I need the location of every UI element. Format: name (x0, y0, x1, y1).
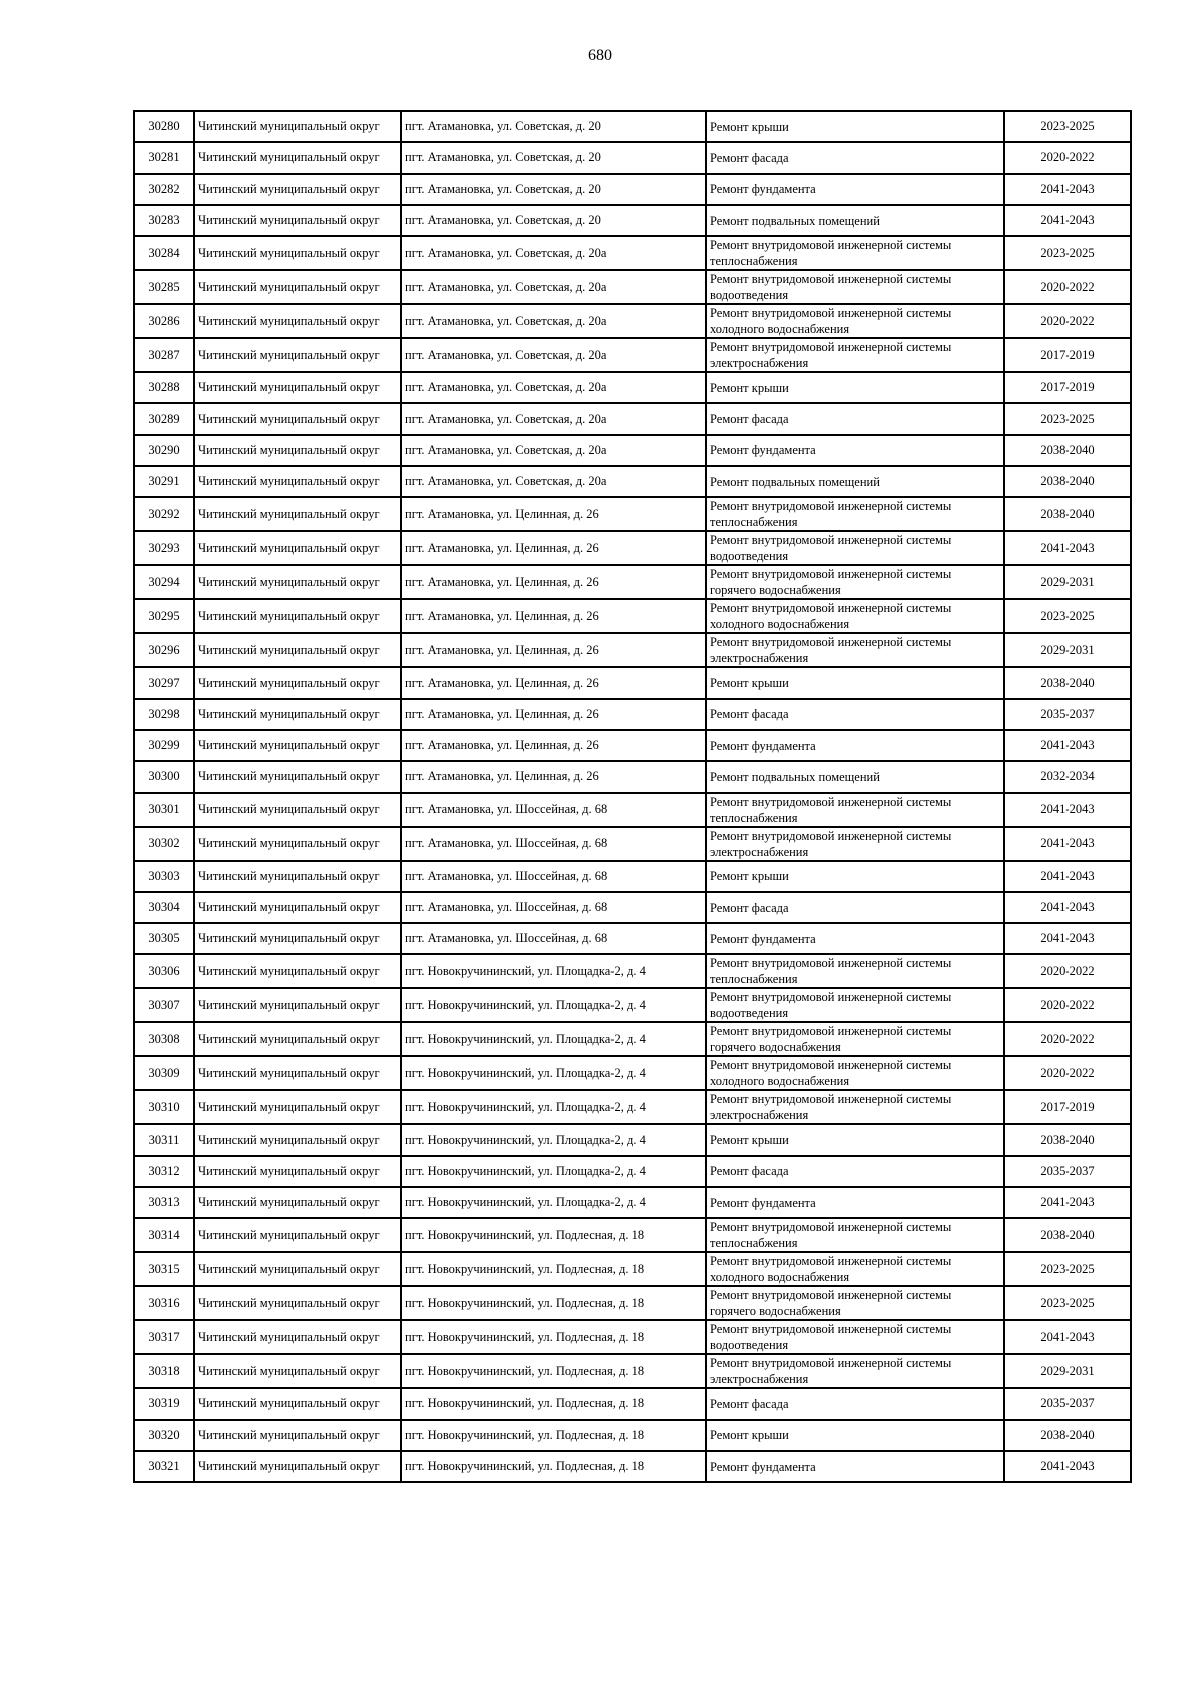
district-name-cell: Читинский муниципальный округ (194, 730, 401, 761)
address-cell: пгт. Атамановка, ул. Целинная, д. 26 (401, 531, 706, 565)
row-number-cell: 30280 (134, 111, 194, 142)
address-cell: пгт. Атамановка, ул. Целинная, д. 26 (401, 761, 706, 792)
row-number-cell: 30304 (134, 892, 194, 923)
address-cell: пгт. Атамановка, ул. Советская, д. 20 (401, 205, 706, 236)
period-cell: 2038-2040 (1004, 1218, 1131, 1252)
table-row (134, 497, 1131, 531)
row-number-cell: 30284 (134, 236, 194, 270)
table-row (134, 599, 1131, 633)
district-name-cell: Читинский муниципальный округ (194, 1022, 401, 1056)
period-cell: 2038-2040 (1004, 497, 1131, 531)
district-name-cell: Читинский муниципальный округ (194, 599, 401, 633)
table-row (134, 142, 1131, 173)
page-number: 680 (588, 47, 612, 64)
work-type-cell: Ремонт подвальных помещений (706, 466, 1004, 497)
district-name-cell: Читинский муниципальный округ (194, 1187, 401, 1218)
table-row (134, 1124, 1131, 1155)
district-name-cell: Читинский муниципальный округ (194, 304, 401, 338)
table-row (134, 954, 1131, 988)
table-row (134, 338, 1131, 372)
period-cell: 2041-2043 (1004, 730, 1131, 761)
work-type-cell: Ремонт фундамента (706, 1451, 1004, 1482)
row-number-cell: 30305 (134, 923, 194, 954)
table-row (134, 111, 1131, 142)
address-cell: пгт. Новокручининский, ул. Подлесная, д. 18 (401, 1320, 706, 1354)
work-type-cell: Ремонт подвальных помещений (706, 205, 1004, 236)
row-number-cell: 30286 (134, 304, 194, 338)
address-cell: пгт. Атамановка, ул. Советская, д. 20а (401, 270, 706, 304)
table-row (134, 1354, 1131, 1388)
address-cell: пгт. Атамановка, ул. Шоссейная, д. 68 (401, 923, 706, 954)
period-cell: 2020-2022 (1004, 988, 1131, 1022)
period-cell: 2035-2037 (1004, 1156, 1131, 1187)
address-cell: пгт. Атамановка, ул. Советская, д. 20а (401, 466, 706, 497)
district-name-cell: Читинский муниципальный округ (194, 435, 401, 466)
row-number-cell: 30316 (134, 1286, 194, 1320)
work-type-cell: Ремонт фундамента (706, 174, 1004, 205)
row-number-cell: 30297 (134, 667, 194, 698)
row-number-cell: 30307 (134, 988, 194, 1022)
work-type-cell: Ремонт фасада (706, 1156, 1004, 1187)
district-name-cell: Читинский муниципальный округ (194, 633, 401, 667)
period-cell: 2035-2037 (1004, 1388, 1131, 1419)
address-cell: пгт. Атамановка, ул. Шоссейная, д. 68 (401, 827, 706, 861)
work-type-cell: Ремонт фундамента (706, 730, 1004, 761)
district-name-cell: Читинский муниципальный округ (194, 111, 401, 142)
period-cell: 2041-2043 (1004, 1451, 1131, 1482)
district-name-cell: Читинский муниципальный округ (194, 531, 401, 565)
work-type-cell: Ремонт фасада (706, 1388, 1004, 1419)
table-row (134, 1286, 1131, 1320)
district-name-cell: Читинский муниципальный округ (194, 954, 401, 988)
work-type-cell: Ремонт внутридомовой инженерной системы водоотведения (706, 1320, 1004, 1354)
period-cell: 2041-2043 (1004, 861, 1131, 892)
district-name-cell: Читинский муниципальный округ (194, 205, 401, 236)
row-number-cell: 30306 (134, 954, 194, 988)
row-number-cell: 30290 (134, 435, 194, 466)
address-cell: пгт. Атамановка, ул. Советская, д. 20а (401, 403, 706, 434)
period-cell: 2041-2043 (1004, 1320, 1131, 1354)
address-cell: пгт. Новокручининский, ул. Площадка-2, д. 4 (401, 1090, 706, 1124)
address-cell: пгт. Атамановка, ул. Целинная, д. 26 (401, 699, 706, 730)
table-row (134, 793, 1131, 827)
period-cell: 2041-2043 (1004, 1187, 1131, 1218)
row-number-cell: 30318 (134, 1354, 194, 1388)
address-cell: пгт. Атамановка, ул. Целинная, д. 26 (401, 667, 706, 698)
row-number-cell: 30302 (134, 827, 194, 861)
district-name-cell: Читинский муниципальный округ (194, 1420, 401, 1451)
work-type-cell: Ремонт фасада (706, 699, 1004, 730)
work-type-cell: Ремонт крыши (706, 111, 1004, 142)
address-cell: пгт. Атамановка, ул. Советская, д. 20а (401, 372, 706, 403)
work-type-cell: Ремонт внутридомовой инженерной системы холодного водоснабжения (706, 1252, 1004, 1286)
address-cell: пгт. Новокручининский, ул. Площадка-2, д. 4 (401, 1056, 706, 1090)
registry-table (133, 110, 1132, 1483)
table-row (134, 667, 1131, 698)
row-number-cell: 30313 (134, 1187, 194, 1218)
work-type-cell: Ремонт внутридомовой инженерной системы холодного водоснабжения (706, 1056, 1004, 1090)
work-type-cell: Ремонт внутридомовой инженерной системы теплоснабжения (706, 793, 1004, 827)
row-number-cell: 30283 (134, 205, 194, 236)
row-number-cell: 30287 (134, 338, 194, 372)
address-cell: пгт. Атамановка, ул. Советская, д. 20 (401, 111, 706, 142)
work-type-cell: Ремонт внутридомовой инженерной системы холодного водоснабжения (706, 599, 1004, 633)
table-row (134, 1156, 1131, 1187)
district-name-cell: Читинский муниципальный округ (194, 1320, 401, 1354)
row-number-cell: 30300 (134, 761, 194, 792)
row-number-cell: 30285 (134, 270, 194, 304)
row-number-cell: 30320 (134, 1420, 194, 1451)
period-cell: 2041-2043 (1004, 793, 1131, 827)
work-type-cell: Ремонт внутридомовой инженерной системы водоотведения (706, 531, 1004, 565)
period-cell: 2017-2019 (1004, 1090, 1131, 1124)
row-number-cell: 30319 (134, 1388, 194, 1419)
district-name-cell: Читинский муниципальный округ (194, 1388, 401, 1419)
table-row (134, 892, 1131, 923)
period-cell: 2038-2040 (1004, 1124, 1131, 1155)
work-type-cell: Ремонт внутридомовой инженерной системы электроснабжения (706, 633, 1004, 667)
table-row (134, 827, 1131, 861)
district-name-cell: Читинский муниципальный округ (194, 1451, 401, 1482)
period-cell: 2041-2043 (1004, 531, 1131, 565)
address-cell: пгт. Атамановка, ул. Советская, д. 20а (401, 236, 706, 270)
table-row (134, 270, 1131, 304)
period-cell: 2041-2043 (1004, 174, 1131, 205)
period-cell: 2020-2022 (1004, 304, 1131, 338)
work-type-cell: Ремонт фундамента (706, 923, 1004, 954)
address-cell: пгт. Новокручининский, ул. Подлесная, д. 18 (401, 1252, 706, 1286)
work-type-cell: Ремонт внутридомовой инженерной системы горячего водоснабжения (706, 1022, 1004, 1056)
table-row (134, 633, 1131, 667)
table-row (134, 304, 1131, 338)
period-cell: 2020-2022 (1004, 954, 1131, 988)
address-cell: пгт. Атамановка, ул. Целинная, д. 26 (401, 565, 706, 599)
address-cell: пгт. Атамановка, ул. Целинная, д. 26 (401, 497, 706, 531)
address-cell: пгт. Новокручининский, ул. Подлесная, д. 18 (401, 1388, 706, 1419)
row-number-cell: 30294 (134, 565, 194, 599)
row-number-cell: 30288 (134, 372, 194, 403)
address-cell: пгт. Новокручининский, ул. Площадка-2, д. 4 (401, 1022, 706, 1056)
table-row (134, 531, 1131, 565)
address-cell: пгт. Атамановка, ул. Советская, д. 20 (401, 142, 706, 173)
district-name-cell: Читинский муниципальный округ (194, 1286, 401, 1320)
row-number-cell: 30303 (134, 861, 194, 892)
address-cell: пгт. Новокручининский, ул. Подлесная, д. 18 (401, 1354, 706, 1388)
district-name-cell: Читинский муниципальный округ (194, 667, 401, 698)
work-type-cell: Ремонт внутридомовой инженерной системы теплоснабжения (706, 1218, 1004, 1252)
district-name-cell: Читинский муниципальный округ (194, 466, 401, 497)
district-name-cell: Читинский муниципальный округ (194, 827, 401, 861)
table-row (134, 1056, 1131, 1090)
period-cell: 2029-2031 (1004, 1354, 1131, 1388)
work-type-cell: Ремонт фасада (706, 142, 1004, 173)
period-cell: 2017-2019 (1004, 338, 1131, 372)
work-type-cell: Ремонт внутридомовой инженерной системы электроснабжения (706, 338, 1004, 372)
table-row (134, 372, 1131, 403)
table-row (134, 1420, 1131, 1451)
district-name-cell: Читинский муниципальный округ (194, 861, 401, 892)
district-name-cell: Читинский муниципальный округ (194, 699, 401, 730)
district-name-cell: Читинский муниципальный округ (194, 1056, 401, 1090)
table-row (134, 699, 1131, 730)
period-cell: 2029-2031 (1004, 633, 1131, 667)
address-cell: пгт. Атамановка, ул. Советская, д. 20 (401, 174, 706, 205)
period-cell: 2041-2043 (1004, 205, 1131, 236)
period-cell: 2038-2040 (1004, 435, 1131, 466)
row-number-cell: 30311 (134, 1124, 194, 1155)
address-cell: пгт. Новокручининский, ул. Площадка-2, д. 4 (401, 1187, 706, 1218)
district-name-cell: Читинский муниципальный округ (194, 236, 401, 270)
row-number-cell: 30314 (134, 1218, 194, 1252)
period-cell: 2020-2022 (1004, 1056, 1131, 1090)
district-name-cell: Читинский муниципальный округ (194, 174, 401, 205)
period-cell: 2038-2040 (1004, 1420, 1131, 1451)
work-type-cell: Ремонт внутридомовой инженерной системы электроснабжения (706, 1090, 1004, 1124)
district-name-cell: Читинский муниципальный округ (194, 497, 401, 531)
period-cell: 2023-2025 (1004, 111, 1131, 142)
district-name-cell: Читинский муниципальный округ (194, 892, 401, 923)
table-row (134, 923, 1131, 954)
work-type-cell: Ремонт внутридомовой инженерной системы теплоснабжения (706, 954, 1004, 988)
work-type-cell: Ремонт крыши (706, 372, 1004, 403)
table-row (134, 730, 1131, 761)
row-number-cell: 30312 (134, 1156, 194, 1187)
period-cell: 2020-2022 (1004, 1022, 1131, 1056)
row-number-cell: 30289 (134, 403, 194, 434)
period-cell: 2038-2040 (1004, 667, 1131, 698)
work-type-cell: Ремонт внутридомовой инженерной системы водоотведения (706, 270, 1004, 304)
row-number-cell: 30321 (134, 1451, 194, 1482)
table-row (134, 1218, 1131, 1252)
period-cell: 2023-2025 (1004, 1252, 1131, 1286)
address-cell: пгт. Новокручининский, ул. Подлесная, д. 18 (401, 1218, 706, 1252)
work-type-cell: Ремонт крыши (706, 861, 1004, 892)
registry-table-body (134, 111, 1131, 1482)
table-row (134, 205, 1131, 236)
address-cell: пгт. Атамановка, ул. Шоссейная, д. 68 (401, 861, 706, 892)
district-name-cell: Читинский муниципальный округ (194, 1252, 401, 1286)
period-cell: 2020-2022 (1004, 142, 1131, 173)
work-type-cell: Ремонт фасада (706, 403, 1004, 434)
district-name-cell: Читинский муниципальный округ (194, 338, 401, 372)
period-cell: 2041-2043 (1004, 923, 1131, 954)
work-type-cell: Ремонт внутридомовой инженерной системы теплоснабжения (706, 236, 1004, 270)
table-row (134, 1388, 1131, 1419)
district-name-cell: Читинский муниципальный округ (194, 923, 401, 954)
address-cell: пгт. Атамановка, ул. Советская, д. 20а (401, 338, 706, 372)
district-name-cell: Читинский муниципальный округ (194, 988, 401, 1022)
address-cell: пгт. Атамановка, ул. Целинная, д. 26 (401, 633, 706, 667)
row-number-cell: 30295 (134, 599, 194, 633)
address-cell: пгт. Атамановка, ул. Советская, д. 20а (401, 304, 706, 338)
row-number-cell: 30281 (134, 142, 194, 173)
district-name-cell: Читинский муниципальный округ (194, 793, 401, 827)
row-number-cell: 30317 (134, 1320, 194, 1354)
address-cell: пгт. Атамановка, ул. Советская, д. 20а (401, 435, 706, 466)
work-type-cell: Ремонт внутридомовой инженерной системы холодного водоснабжения (706, 304, 1004, 338)
address-cell: пгт. Новокручининский, ул. Подлесная, д. 18 (401, 1451, 706, 1482)
address-cell: пгт. Новокручининский, ул. Подлесная, д. 18 (401, 1420, 706, 1451)
work-type-cell: Ремонт крыши (706, 1420, 1004, 1451)
row-number-cell: 30298 (134, 699, 194, 730)
work-type-cell: Ремонт внутридомовой инженерной системы электроснабжения (706, 1354, 1004, 1388)
period-cell: 2041-2043 (1004, 827, 1131, 861)
table-row (134, 1090, 1131, 1124)
address-cell: пгт. Новокручининский, ул. Площадка-2, д. 4 (401, 954, 706, 988)
table-row (134, 1187, 1131, 1218)
address-cell: пгт. Новокручининский, ул. Подлесная, д. 18 (401, 1286, 706, 1320)
period-cell: 2023-2025 (1004, 236, 1131, 270)
row-number-cell: 30315 (134, 1252, 194, 1286)
district-name-cell: Читинский муниципальный округ (194, 270, 401, 304)
row-number-cell: 30308 (134, 1022, 194, 1056)
table-row (134, 466, 1131, 497)
district-name-cell: Читинский муниципальный округ (194, 403, 401, 434)
address-cell: пгт. Атамановка, ул. Целинная, д. 26 (401, 599, 706, 633)
period-cell: 2020-2022 (1004, 270, 1131, 304)
row-number-cell: 30301 (134, 793, 194, 827)
work-type-cell: Ремонт внутридомовой инженерной системы теплоснабжения (706, 497, 1004, 531)
work-type-cell: Ремонт крыши (706, 1124, 1004, 1155)
address-cell: пгт. Новокручининский, ул. Площадка-2, д. 4 (401, 988, 706, 1022)
period-cell: 2029-2031 (1004, 565, 1131, 599)
work-type-cell: Ремонт подвальных помещений (706, 761, 1004, 792)
row-number-cell: 30310 (134, 1090, 194, 1124)
table-row (134, 861, 1131, 892)
row-number-cell: 30292 (134, 497, 194, 531)
district-name-cell: Читинский муниципальный округ (194, 1156, 401, 1187)
period-cell: 2041-2043 (1004, 892, 1131, 923)
district-name-cell: Читинский муниципальный округ (194, 142, 401, 173)
table-row (134, 236, 1131, 270)
work-type-cell: Ремонт внутридомовой инженерной системы горячего водоснабжения (706, 1286, 1004, 1320)
district-name-cell: Читинский муниципальный округ (194, 372, 401, 403)
district-name-cell: Читинский муниципальный округ (194, 1124, 401, 1155)
address-cell: пгт. Атамановка, ул. Целинная, д. 26 (401, 730, 706, 761)
address-cell: пгт. Атамановка, ул. Шоссейная, д. 68 (401, 793, 706, 827)
table-row (134, 1022, 1131, 1056)
table-row (134, 174, 1131, 205)
work-type-cell: Ремонт крыши (706, 667, 1004, 698)
table-row (134, 1252, 1131, 1286)
table-row (134, 761, 1131, 792)
district-name-cell: Читинский муниципальный округ (194, 1090, 401, 1124)
work-type-cell: Ремонт внутридомовой инженерной системы горячего водоснабжения (706, 565, 1004, 599)
work-type-cell: Ремонт фундамента (706, 1187, 1004, 1218)
row-number-cell: 30293 (134, 531, 194, 565)
district-name-cell: Читинский муниципальный округ (194, 1354, 401, 1388)
table-row (134, 1320, 1131, 1354)
district-name-cell: Читинский муниципальный округ (194, 1218, 401, 1252)
row-number-cell: 30309 (134, 1056, 194, 1090)
work-type-cell: Ремонт фундамента (706, 435, 1004, 466)
address-cell: пгт. Новокручининский, ул. Площадка-2, д. 4 (401, 1124, 706, 1155)
table-row (134, 1451, 1131, 1482)
table-row (134, 403, 1131, 434)
work-type-cell: Ремонт внутридомовой инженерной системы электроснабжения (706, 827, 1004, 861)
period-cell: 2017-2019 (1004, 372, 1131, 403)
period-cell: 2023-2025 (1004, 599, 1131, 633)
row-number-cell: 30282 (134, 174, 194, 205)
period-cell: 2023-2025 (1004, 1286, 1131, 1320)
table-row (134, 565, 1131, 599)
period-cell: 2038-2040 (1004, 466, 1131, 497)
work-type-cell: Ремонт внутридомовой инженерной системы водоотведения (706, 988, 1004, 1022)
district-name-cell: Читинский муниципальный округ (194, 761, 401, 792)
period-cell: 2023-2025 (1004, 403, 1131, 434)
row-number-cell: 30299 (134, 730, 194, 761)
table-row (134, 435, 1131, 466)
period-cell: 2032-2034 (1004, 761, 1131, 792)
row-number-cell: 30296 (134, 633, 194, 667)
period-cell: 2035-2037 (1004, 699, 1131, 730)
address-cell: пгт. Атамановка, ул. Шоссейная, д. 68 (401, 892, 706, 923)
row-number-cell: 30291 (134, 466, 194, 497)
work-type-cell: Ремонт фасада (706, 892, 1004, 923)
district-name-cell: Читинский муниципальный округ (194, 565, 401, 599)
address-cell: пгт. Новокручининский, ул. Площадка-2, д. 4 (401, 1156, 706, 1187)
table-row (134, 988, 1131, 1022)
